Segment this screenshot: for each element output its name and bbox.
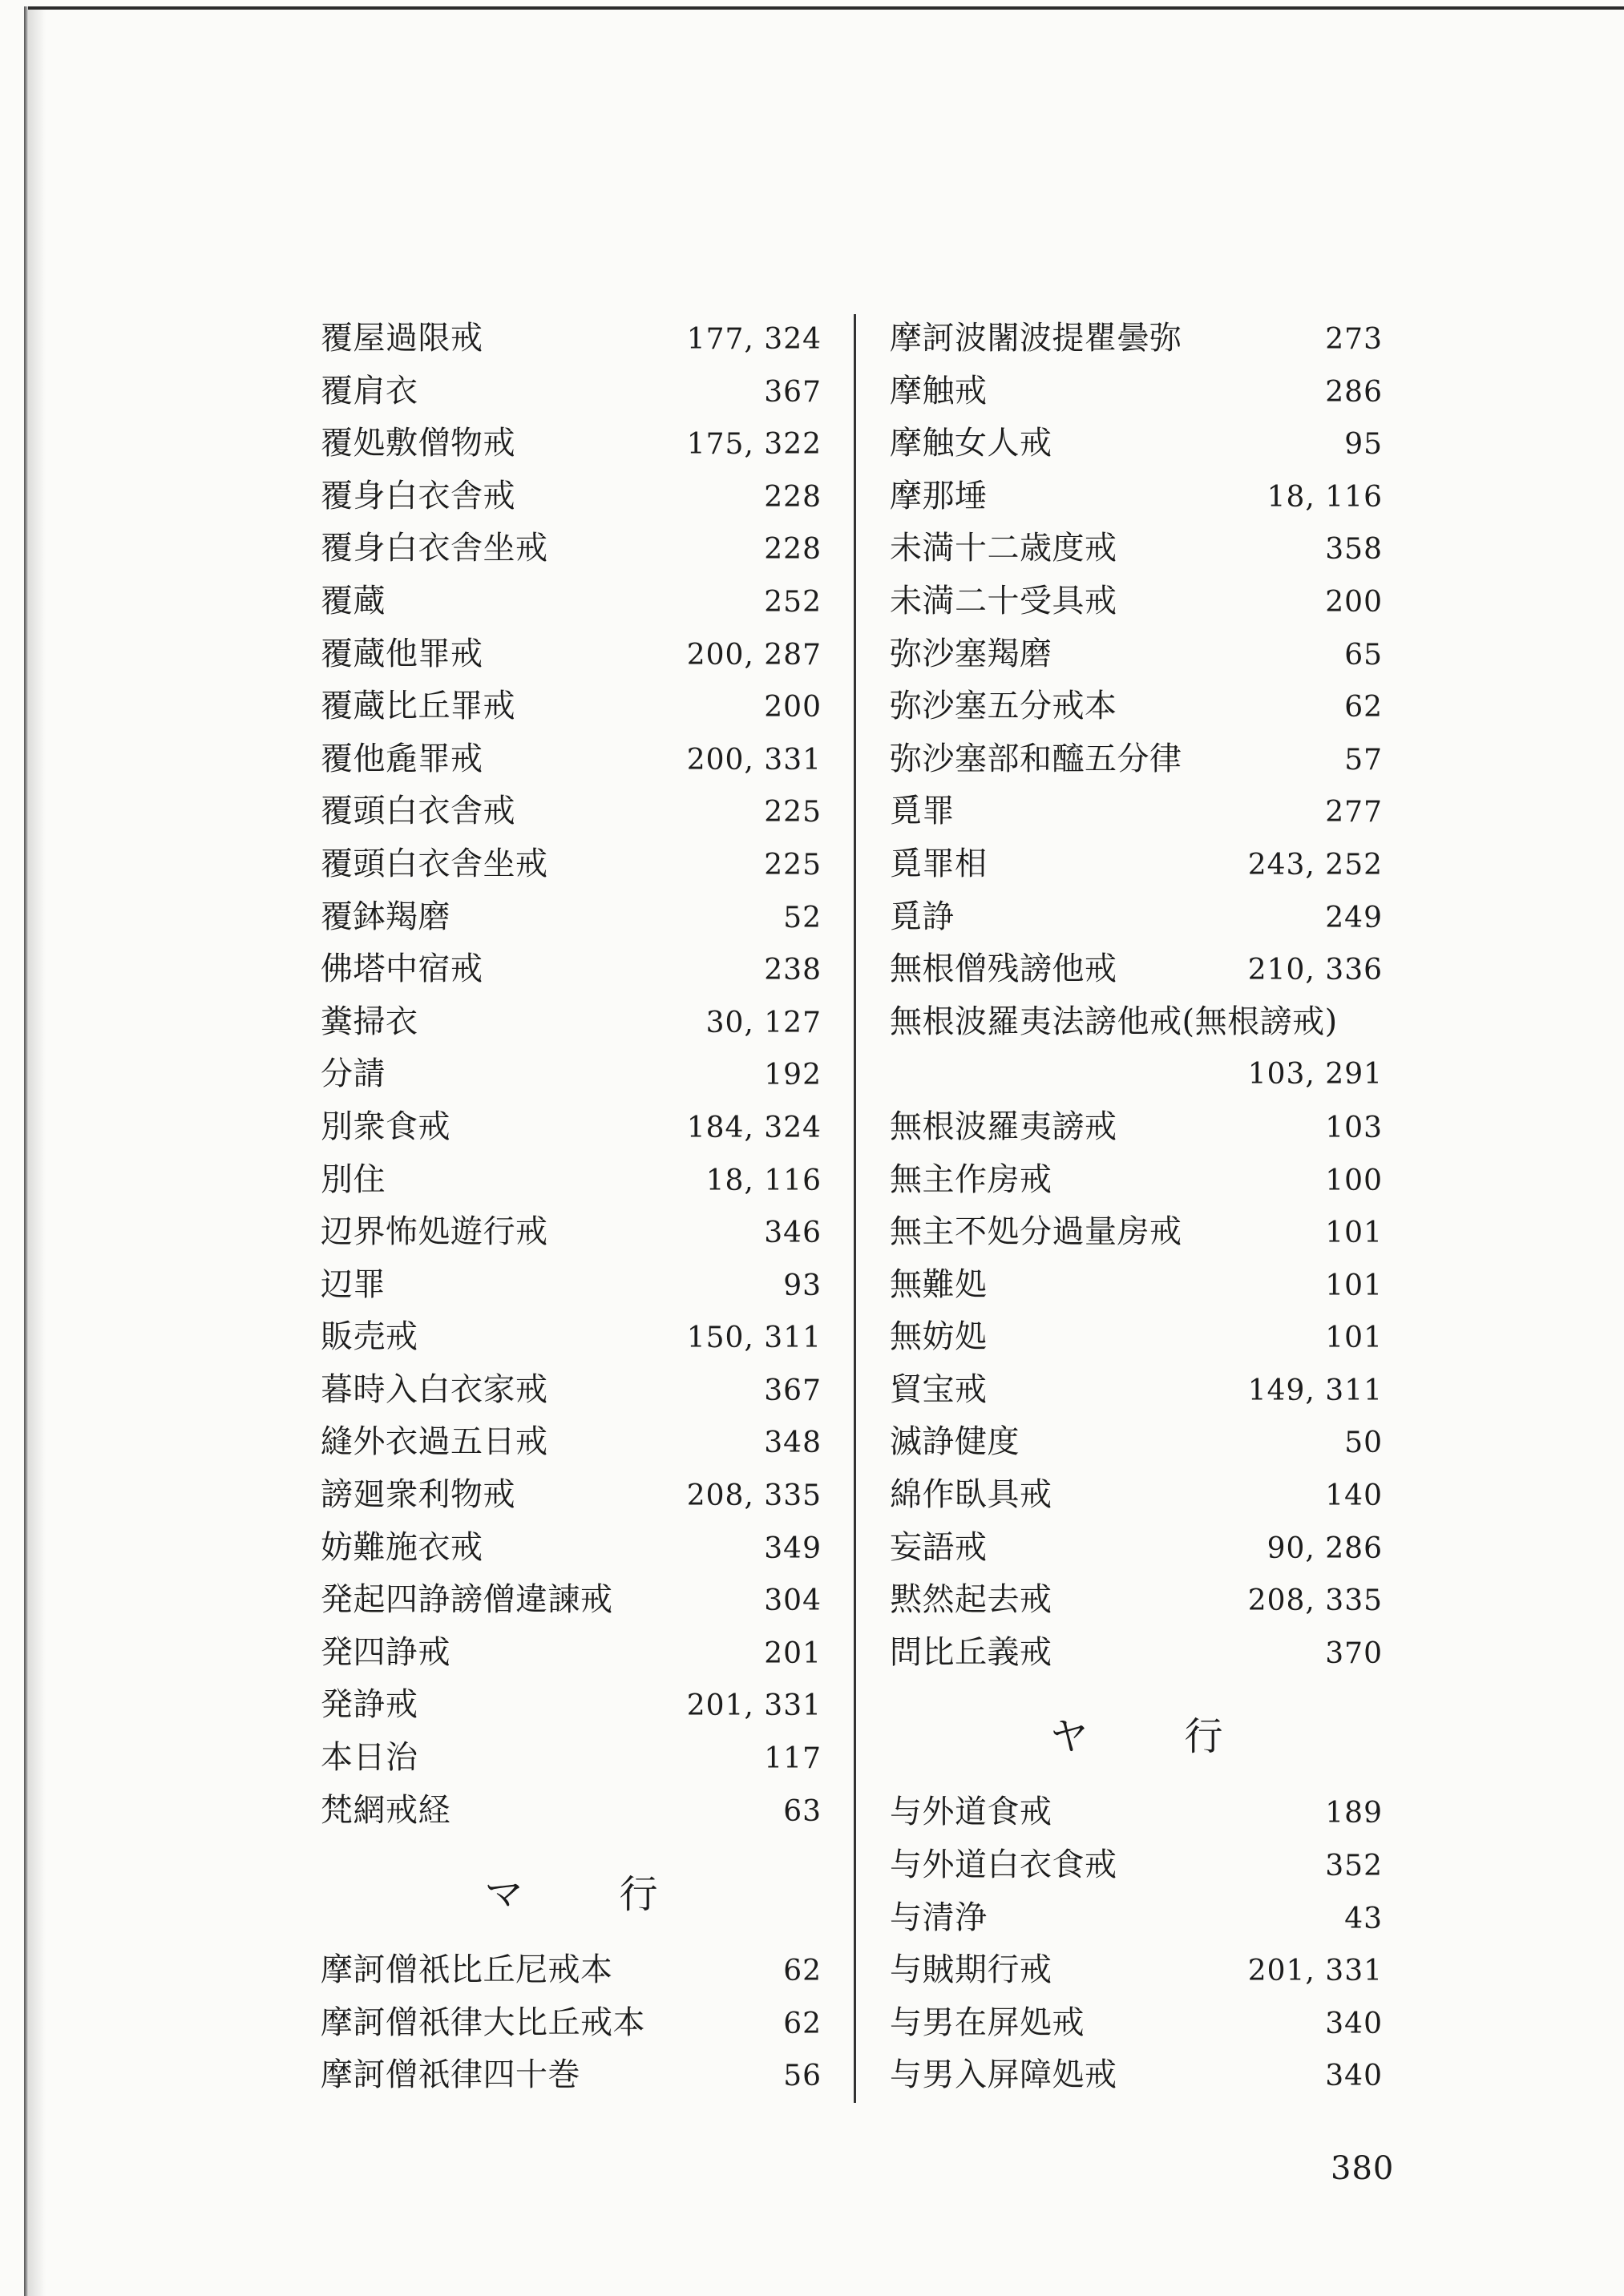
index-term: 辺罪 (321, 1265, 386, 1303)
index-entry (321, 523, 822, 575)
index-term: 無難処 (890, 1265, 988, 1303)
index-term: 問比丘義戒 (890, 1633, 1052, 1671)
index-page-ref: 225 (764, 848, 822, 882)
index-page-ref: 367 (764, 375, 822, 409)
index-term: 弥沙塞部和醯五分律 (890, 740, 1182, 777)
index-term: 摩訶波闍波提瞿曇弥 (890, 320, 1182, 357)
index-entry (321, 785, 822, 838)
index-term: 摩触女人戒 (890, 425, 1052, 462)
index-column-left (321, 313, 822, 2102)
index-term: 暮時入白衣家戒 (321, 1370, 548, 1408)
index-entry (890, 1522, 1383, 1575)
index-entry (890, 1627, 1383, 1680)
index-term: 妨難施衣戒 (321, 1528, 483, 1566)
index-entry (890, 1154, 1383, 1207)
index-page-ref: 100 (1325, 1164, 1383, 1197)
index-term: 覆処敷僧物戒 (321, 425, 515, 462)
index-term: 覆頭白衣舎戒 (321, 793, 515, 830)
index-page-ref: 50 (1344, 1426, 1383, 1460)
index-term: 与清浄 (890, 1899, 988, 1936)
index-entry (890, 2049, 1383, 2102)
index-page-ref: 340 (1325, 2060, 1383, 2093)
index-page-ref: 358 (1325, 533, 1383, 567)
index-entry (321, 838, 822, 891)
index-column-right (890, 313, 1383, 2102)
index-page-ref: 62 (1344, 691, 1383, 724)
index-page-ref: 238 (764, 954, 822, 987)
index-term: 与男在屏処戒 (890, 2003, 1085, 2041)
index-term: 弥沙塞羯磨 (890, 635, 1052, 672)
index-page-ref: 101 (1325, 1269, 1383, 1302)
section-heading-kana: マ (484, 1872, 523, 1918)
index-term: 覓罪相 (890, 845, 988, 882)
index-page-ref: 56 (783, 2060, 822, 2093)
index-term: 覆頭白衣舎坐戒 (321, 845, 548, 882)
index-page-ref: 30, 127 (705, 1006, 822, 1039)
index-page-ref: 192 (764, 1059, 822, 1092)
index-page-ref: 140 (1325, 1479, 1383, 1513)
index-page-ref: 95 (1344, 428, 1383, 462)
index-term: 別住 (321, 1160, 386, 1198)
index-term: 与外道食戒 (890, 1794, 1052, 1831)
index-page-ref: 208, 335 (1247, 1584, 1383, 1618)
index-list-ma (321, 1944, 822, 2102)
index-term: 未満二十受具戒 (890, 582, 1117, 619)
index-page-ref: 62 (783, 2007, 822, 2040)
index-entry (890, 1311, 1383, 1364)
index-page-ref: 346 (764, 1217, 822, 1250)
index-term: 無主不処分過量房戒 (890, 1213, 1182, 1251)
section-heading-ma (321, 1854, 822, 1935)
index-entry (890, 1997, 1383, 2050)
index-term: 未満十二歳度戒 (890, 530, 1117, 567)
index-entry (321, 1364, 822, 1417)
index-term: 別衆食戒 (321, 1108, 450, 1145)
index-entry (890, 1048, 1383, 1101)
index-term: 覆身白衣舎戒 (321, 477, 515, 514)
index-term: 覆蔵比丘罪戒 (321, 688, 515, 725)
index-page-ref: 200 (764, 691, 822, 724)
index-page-ref: 225 (764, 796, 822, 829)
index-page-ref: 18, 116 (705, 1164, 822, 1197)
index-page-ref: 286 (1325, 375, 1383, 409)
index-page-ref: 184, 324 (686, 1111, 822, 1144)
index-page-ref: 367 (764, 1374, 822, 1407)
index-term: 辺界怖処遊行戒 (321, 1213, 548, 1251)
index-term: 発起四諍謗僧違諫戒 (321, 1581, 613, 1619)
index-entry (321, 1101, 822, 1154)
index-entry (321, 1997, 822, 2050)
index-term: 覆鉢羯磨 (321, 898, 450, 935)
index-term: 発諍戒 (321, 1686, 418, 1724)
index-page-ref: 370 (1325, 1636, 1383, 1670)
index-entry (321, 2049, 822, 2102)
index-entry (321, 943, 822, 996)
index-entry (890, 1839, 1383, 1892)
index-page-ref: 210, 336 (1247, 954, 1383, 987)
index-term: 妄語戒 (890, 1528, 988, 1566)
index-entry (890, 418, 1383, 470)
index-term: 覆他麁罪戒 (321, 740, 483, 777)
index-term: 摩訶僧祇律大比丘戒本 (321, 2003, 645, 2041)
index-entry (321, 1259, 822, 1312)
index-page-ref: 200, 331 (686, 743, 822, 777)
index-entry (321, 1732, 822, 1785)
index-page-ref: 200 (1325, 585, 1383, 619)
index-entry (321, 418, 822, 470)
index-page-ref: 117 (764, 1742, 822, 1776)
index-term: 本日治 (321, 1739, 418, 1777)
section-heading-gyo: 行 (619, 1872, 658, 1918)
index-term: 弥沙塞五分戒本 (890, 688, 1117, 725)
index-page-ref: 93 (783, 1269, 822, 1302)
index-entry (321, 1785, 822, 1838)
index-entry (321, 365, 822, 418)
index-entry (890, 628, 1383, 681)
index-page-ref: 201, 331 (1247, 1955, 1383, 1988)
index-list-left-top (321, 313, 822, 1837)
index-term: 与賊期行戒 (890, 1951, 1052, 1989)
index-page-ref: 175, 322 (686, 428, 822, 462)
index-entry (890, 943, 1383, 996)
binding-shadow (28, 10, 46, 2296)
index-page-ref: 52 (783, 901, 822, 934)
index-entry (321, 891, 822, 944)
index-term: 無根波羅夷法謗他戒(無根謗戒) (890, 1003, 1338, 1040)
index-page-ref: 63 (783, 1794, 822, 1828)
index-term: 滅諍健度 (890, 1423, 1020, 1461)
index-term: 販売戒 (321, 1318, 418, 1356)
index-entry (321, 1469, 822, 1522)
index-term: 黙然起去戒 (890, 1581, 1052, 1619)
index-page-ref: 352 (1325, 1850, 1383, 1883)
index-entry (890, 1101, 1383, 1154)
index-entry (890, 680, 1383, 733)
index-entry (321, 1206, 822, 1259)
index-page-ref: 249 (1325, 901, 1383, 934)
section-heading-kana: ヤ (1049, 1714, 1089, 1760)
index-page-ref: 201 (764, 1636, 822, 1670)
index-page-ref: 57 (1344, 743, 1383, 777)
index-term: 覆身白衣舎坐戒 (321, 530, 548, 567)
index-entry (321, 313, 822, 365)
index-entry (890, 1469, 1383, 1522)
index-entry (321, 733, 822, 786)
index-page-ref: 340 (1325, 2007, 1383, 2040)
index-list-ya (890, 1786, 1383, 2102)
index-entry (890, 1259, 1383, 1312)
index-entry (890, 1364, 1383, 1417)
index-entry (890, 1206, 1383, 1259)
index-page-ref: 62 (783, 1955, 822, 1988)
index-page-ref: 18, 116 (1266, 480, 1383, 514)
index-page-ref: 177, 324 (686, 323, 822, 356)
index-entry (321, 680, 822, 733)
index-entry (890, 365, 1383, 418)
index-term: 摩訶僧祇律四十巻 (321, 2056, 580, 2094)
index-page-ref: 103, 291 (1247, 1058, 1383, 1092)
section-heading-ya (890, 1697, 1383, 1777)
index-page-ref: 273 (1325, 323, 1383, 356)
index-page-ref: 201, 331 (686, 1689, 822, 1723)
index-term: 発四諍戒 (321, 1633, 450, 1671)
index-term: 覆屋過限戒 (321, 320, 483, 357)
page-number: 380 (1331, 2150, 1395, 2187)
index-entry (890, 733, 1383, 786)
index-term: 佛塔中宿戒 (321, 950, 483, 988)
index-term: 分請 (321, 1055, 386, 1093)
index-entry (890, 891, 1383, 944)
index-entry (321, 1627, 822, 1680)
index-list-right-top (890, 313, 1383, 1679)
index-page-ref: 304 (764, 1584, 822, 1618)
index-entry (890, 1416, 1383, 1469)
index-entry (890, 1786, 1383, 1839)
index-entry (890, 313, 1383, 365)
page-top-edge (24, 6, 1624, 10)
index-entry (890, 1574, 1383, 1627)
index-term: 覓罪 (890, 793, 955, 830)
index-entry (321, 1416, 822, 1469)
index-entry (321, 996, 822, 1049)
index-term: 無根僧残謗他戒 (890, 950, 1117, 988)
index-page-ref: 348 (764, 1426, 822, 1460)
index-page-ref: 101 (1325, 1322, 1383, 1355)
index-entry (890, 523, 1383, 575)
index-entry (321, 1048, 822, 1101)
index-page-ref: 65 (1344, 638, 1383, 672)
index-page-ref: 150, 311 (686, 1322, 822, 1355)
index-term: 与男入屏障処戒 (890, 2056, 1117, 2094)
index-entry (321, 1944, 822, 1997)
index-page-ref: 149, 311 (1247, 1374, 1383, 1407)
index-page-ref: 243, 252 (1247, 848, 1383, 882)
index-page-ref: 277 (1325, 796, 1383, 829)
index-page-ref: 349 (764, 1531, 822, 1565)
index-term: 覆蔵他罪戒 (321, 635, 483, 672)
index-page-ref: 189 (1325, 1797, 1383, 1830)
index-page-ref: 252 (764, 585, 822, 619)
index-page-ref: 43 (1344, 1902, 1383, 1935)
index-page-ref: 208, 335 (686, 1479, 822, 1513)
index-term: 覆蔵 (321, 582, 386, 619)
index-entry (890, 838, 1383, 891)
index-entry (890, 470, 1383, 523)
index-term: 摩触戒 (890, 372, 988, 410)
index-page-ref: 200, 287 (686, 638, 822, 672)
index-entry (890, 785, 1383, 838)
index-entry (890, 575, 1383, 628)
index-entry (321, 1679, 822, 1732)
index-entry (890, 1944, 1383, 1997)
index-term: 摩那埵 (890, 477, 988, 514)
index-entry (321, 575, 822, 628)
index-page-ref: 101 (1325, 1217, 1383, 1250)
index-term: 覓諍 (890, 898, 955, 935)
column-divider (854, 314, 856, 2103)
index-term: 梵網戒経 (321, 1791, 450, 1829)
index-page-ref: 103 (1325, 1111, 1383, 1144)
index-term: 縫外衣過五日戒 (321, 1423, 548, 1461)
index-term: 無主作房戒 (890, 1160, 1052, 1198)
index-term: 無妨処 (890, 1318, 988, 1356)
index-page-ref: 228 (764, 533, 822, 567)
section-heading-gyo: 行 (1184, 1714, 1223, 1760)
index-term: 謗廻衆利物戒 (321, 1476, 515, 1514)
index-term: 摩訶僧祇比丘尼戒本 (321, 1951, 613, 1989)
index-entry (321, 1311, 822, 1364)
index-term: 無根波羅夷謗戒 (890, 1108, 1117, 1145)
index-term: 貿宝戒 (890, 1370, 988, 1408)
index-term: 覆肩衣 (321, 372, 418, 410)
index-entry (321, 1574, 822, 1627)
index-entry (321, 1154, 822, 1207)
index-entry (321, 1522, 822, 1575)
index-entry (321, 628, 822, 681)
index-entry (890, 996, 1383, 1049)
index-term: 糞掃衣 (321, 1003, 418, 1040)
index-entry (890, 1892, 1383, 1945)
index-term: 綿作臥具戒 (890, 1476, 1052, 1514)
index-entry (321, 470, 822, 523)
index-page-ref: 90, 286 (1266, 1531, 1383, 1565)
index-page-ref: 228 (764, 480, 822, 514)
index-term: 与外道白衣食戒 (890, 1846, 1117, 1884)
